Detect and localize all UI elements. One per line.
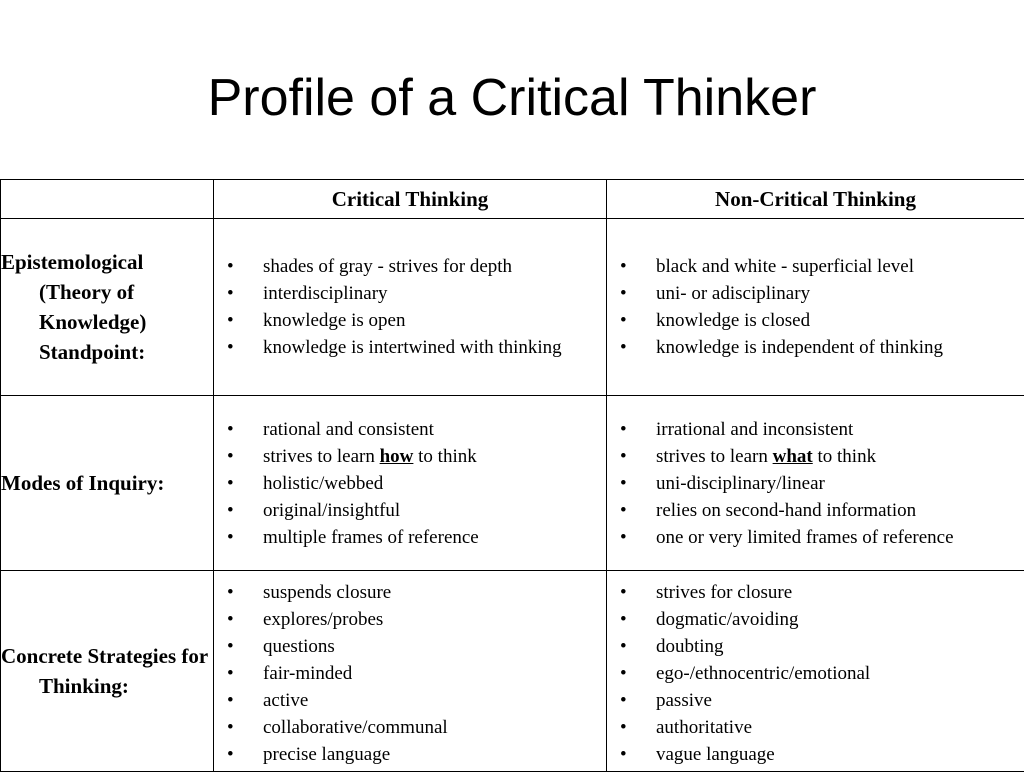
list-item: • knowledge is intertwined with thinking [263,334,600,361]
emphasized-word: how [380,446,414,467]
table-row-modes-of-inquiry [1,396,1024,571]
list-item: • original/insightful [263,497,600,524]
list-item: • dogmatic/avoiding [656,606,1018,633]
list-item: • vague language [656,741,1018,768]
slide-title: Profile of a Critical Thinker [0,60,1024,136]
list-item: • holistic/webbed [263,470,600,497]
emphasized-word: what [773,446,813,467]
list-item: • passive [656,687,1018,714]
list-item: • knowledge is independent of thinking [656,334,1018,361]
comparison-table [0,179,1024,772]
row-label-cell [1,571,214,772]
list-item: • fair-minded [263,660,600,687]
non-critical-cell [607,219,1024,396]
list-item: • knowledge is closed [656,307,1018,334]
critical-list [214,574,606,768]
list-item: • black and white - superficial level [656,253,1018,280]
table-header-row [1,180,1024,219]
list-item: • irrational and inconsistent [656,416,1018,443]
list-item: • doubting [656,633,1018,660]
list-item: • active [263,687,600,714]
row-label: Modes of Inquiry: [1,468,213,498]
critical-cell [214,396,607,571]
list-item: • multiple frames of reference [263,524,600,551]
list-item: • explores/probes [263,606,600,633]
list-item: • suspends closure [263,579,600,606]
list-item: • uni-disciplinary/linear [656,470,1018,497]
non-critical-list [607,574,1024,768]
list-item: • rational and consistent [263,416,600,443]
row-label-cell [1,219,214,396]
non-critical-cell [607,571,1024,772]
row-label: Epistemological (Theory of Knowledge) Standpoint: [1,247,213,367]
header-critical-thinking: Critical Thinking [214,180,607,219]
critical-cell [214,571,607,772]
non-critical-cell [607,396,1024,571]
list-item: • collaborative/communal [263,714,600,741]
row-label: Concrete Strategies for Thinking: [1,641,213,701]
list-item: • precise language [263,741,600,768]
header-corner-cell [1,180,214,219]
critical-list [214,253,606,361]
list-item: • authoritative [656,714,1018,741]
list-item: • questions [263,633,600,660]
table-row-epistemological [1,219,1024,396]
list-item: • interdisciplinary [263,280,600,307]
list-item: • strives to learn how to think [263,443,600,470]
list-item: • uni- or adisciplinary [656,280,1018,307]
list-item: • strives to learn what to think [656,443,1018,470]
list-item: • relies on second-hand information [656,497,1018,524]
table-row-concrete-strategies [1,571,1024,772]
row-label-cell [1,396,214,571]
header-non-critical-thinking: Non-Critical Thinking [607,180,1024,219]
non-critical-list [607,253,1024,361]
non-critical-list [607,416,1024,551]
list-item: • knowledge is open [263,307,600,334]
list-item: • one or very limited frames of reference [656,524,1018,551]
list-item: • shades of gray - strives for depth [263,253,600,280]
critical-cell [214,219,607,396]
list-item: • ego-/ethnocentric/emotional [656,660,1018,687]
critical-list [214,416,606,551]
list-item: • strives for closure [656,579,1018,606]
